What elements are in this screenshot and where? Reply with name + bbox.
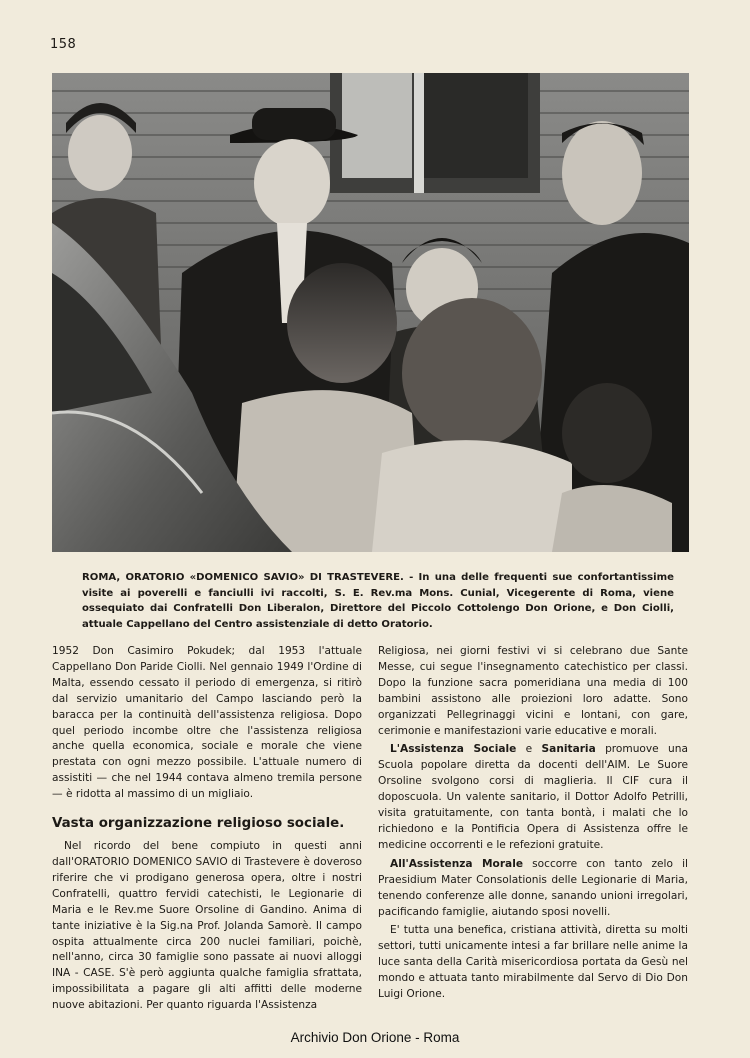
photo-caption: ROMA, ORATORIO «DOMENICO SAVIO» DI TRASTEVERE. - In una delle frequenti sue confortantissime visite ai poverelli e fanciulli ivi raccolti, S. E. Rev.ma Mons. Cunial, Vicegerente di Roma, viene ossequiato dai Confratelli Don Liberalon, Direttore del Piccolo Cottolengo Don Orione, e Don Ciolli, attuale Cappellano del Centro assistenziale di detto Oratorio. [82,572,674,630]
social-assistance-text: promuove una Scuola popolare diretta da docenti dell'AIM. Le Suore Orsoline svolgono corsi di maglieria. Il CIF cura il doposcuola. Un valente sanitario, il Dottor Adolfo Petrilli, visita gratuitamente, con tanta bontà, i malati che lo richiedono e la Pontificia Opera di Assistenza offre le medicine occorrenti e le refezioni gratuite. [378,743,688,851]
moral-assistance-paragraph [378,857,688,921]
archive-footer: Archivio Don Orione - Roma [290,1030,460,1045]
social-assistance-paragraph [378,742,688,853]
man-left-face [68,115,132,191]
priest-right-face [562,121,642,225]
social-assistance-lead: L'Assistenza Sociale [390,743,517,756]
closing-paragraph: E' tutta una benefica, cristiana attività, diretta su molti settori, tutti unicamente intesi a far brillare nelle anime la luce santa della Carità misericordiosa portata da Gesù nel mondo e attuata tanto mirabilmente dal Servo di Dio Don Luigi Orione. [378,924,688,1001]
girl-left-hair [287,263,397,383]
girl-right-dress [372,440,572,552]
girl-right-hair [402,298,542,448]
left-column [52,644,362,1014]
sanitary-lead: Sanitaria [541,743,596,756]
religious-assistance-paragraph: Religiosa, nei giorni festivi vi si celebrano due Sante Messe, cui segue l'insegnamento catechistico per classi. Dopo la funzione sacra pomeridiana una media di 100 bambini assistono alle proiezioni loro adatte. Sono organizzati Pellegrinaggi vicini e lontani, con gare, cerimonie e manifestazioni varie educative e morali. [378,645,688,737]
page-number: 158 [50,37,77,52]
intro-paragraph: 1952 Don Casimiro Pokudek; dal 1953 l'attuale Cappellano Don Paride Ciolli. Nel gennaio 1949 l'Ordine di Malta, essendo cessato il periodo di emergenza, si ritirò dal servizio umanitario del Campo lasciando però la baracca per la continuità dell'assistenza religiosa. Dopo quel periodo incombe oltre che l'assistenza religiosa anche quella economica, sociale e morale che viene prestata con ogni mezzo possibile. L'attuale numero di assistiti — che nel 1944 contava almeno tremila persone — è ridotta al massimo di un migliaio. [52,645,362,801]
moral-assistance-text: soccorre con tanto zelo il Praesidium Mater Consolationis delle Legionarie di Maria, tenendo conferenze alle donne, sanando unioni irregolari, pacificando famiglie, aiutando sposi novelli. [378,857,688,918]
moral-assistance-lead: All'Assistenza Morale [390,857,524,870]
priest-face [254,139,330,227]
body-paragraph: Nel ricordo del bene compiuto in questi anni dall'ORATORIO DOMENICO SAVIO di Trastevere è doveroso riferire che vi prodigano generosa opera, oltre i nostri Confratelli, quattro fervidi catechisti, le Legionarie di Maria e le Rev.me Suore Orsoline di Gandino. Anima di tante iniziative è la Sig.na Prof. Jolanda Samorè. Il campo ospita attualmente circa 200 nuclei familiari, poichè, nell'anno, circa 30 famiglie sono passate ai nuovi alloggi INA - CASE. S'è però aggiunta qualche famiglia sfrattata, impossibilitata a pagare gli alti affitti delle moderne nuove abitazioni. Per quanto riguarda l'Assistenza [52,840,362,1012]
window-pane [342,73,412,178]
right-column [378,644,688,1003]
conjunction: e [516,743,542,756]
photograph [52,73,689,552]
section-heading: Vasta organizzazione religioso sociale. [52,816,345,832]
